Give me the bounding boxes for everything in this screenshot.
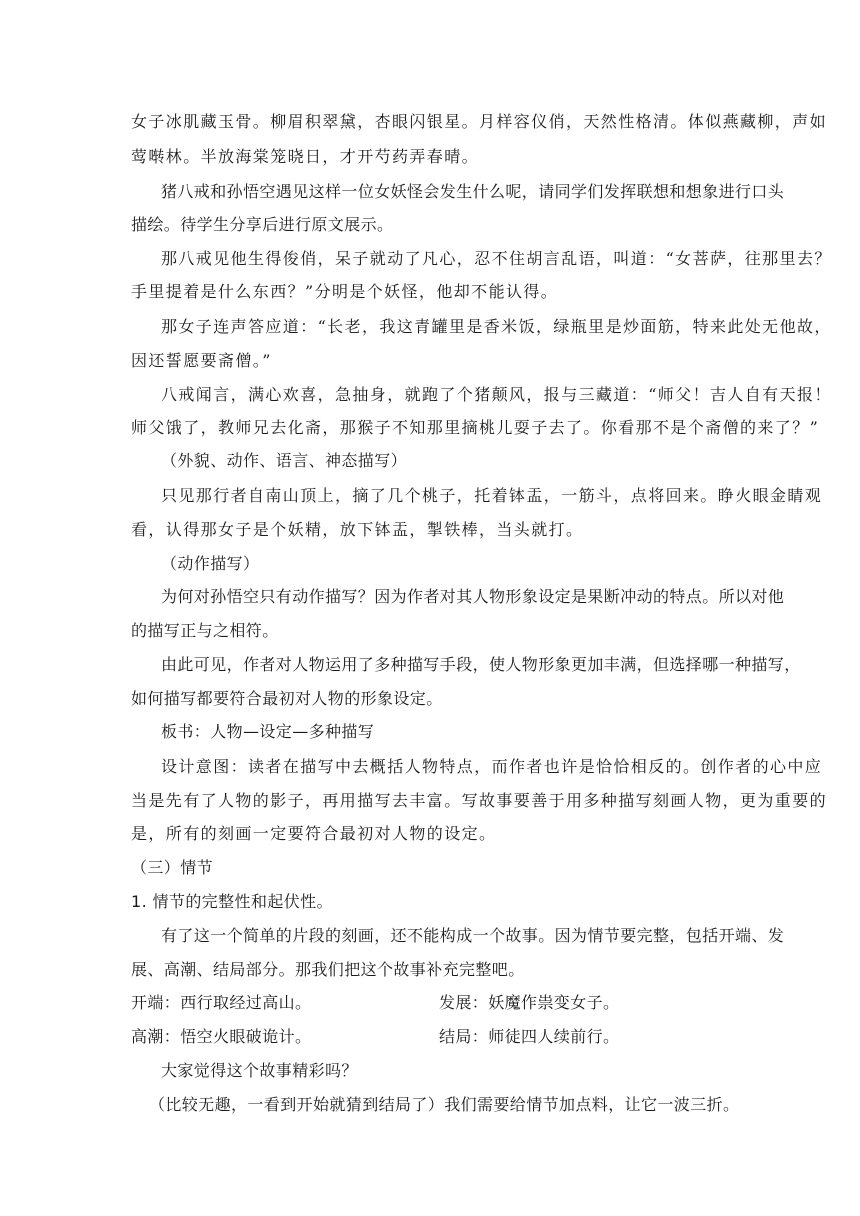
paragraph-text: 有了这一个简单的片段的刻画，还不能构成一个故事。因为情节要完整，包括开端、发 [161,926,785,945]
quote-text: 八戒闻言，满心欢喜，急抽身，就跑了个猪颠风，报与三藏道：“师父！吉人自有天报！ [161,385,832,404]
quote-text: 那女子连声答应道：“长老，我这青罐里是香米饭，绿瓶里是炒面筋，特来此处无他故， [161,317,832,336]
design-intent-text: 当是先有了人物的影子，再用描写去丰富。写故事要善于用多种描写刻画人物，更为重要的 [131,791,828,810]
paragraph-text: 为何对孙悟空只有动作描写？因为作者对其人物形象设定是果断冲动的特点。所以对他 [161,587,785,606]
paragraph-text: 描绘。待学生分享后进行原文展示。 [131,215,394,234]
quote-text: 师父饿了，教师兄去化斋，那猴子不知那里摘桃儿耍子去了。你看那不是个斋僧的来了？” [131,418,820,437]
outline-development: 发展：妖魔作祟变女子。 [439,993,620,1012]
quote-text: 只见那行者自南山顶上，摘了几个桃子，托着钵盂，一筋斗，点将回来。睁火眼金睛观 [161,486,823,505]
story-outline-row [131,1026,620,1048]
quote-text: 那八戒见他生得俊俏，呆子就动了凡心，忍不住胡言乱语，叫道：“女菩萨，往那里去？ [161,249,832,268]
paragraph-text: 由此可见，作者对人物运用了多种描写手段，使人物形象更加丰满，但选择哪一种描写， [161,655,801,674]
paragraph-text: 的描写正与之相符。 [131,621,279,640]
paragraph-text: 如何描写都要符合最初对人物的形象设定。 [131,689,443,708]
paragraph-text: （比较无趣，一看到开始就猜到结局了）我们需要给情节加点料，让它一波三折。 [149,1095,740,1114]
poem-line-1: 女子冰肌藏玉骨。柳眉积翠黛，杏眼闪银星。月样容仪俏，天然性格清。体似燕藏柳，声如 [131,112,828,131]
outline-beginning: 开端：西行取经过高山。 [131,993,312,1012]
design-intent-text: 是，所有的刻画一定要符合最初对人物的设定。 [131,824,497,843]
outline-ending: 结局：师徒四人续前行。 [439,1027,620,1046]
paragraph-text: 展、高潮、结局部分。那我们把这个故事补充完整吧。 [131,960,525,979]
quote-text: 手里提着是什么东西？”分明是个妖怪，他却不能认得。 [131,282,559,301]
blackboard-note: 板书：人物—设定—多种描写 [161,722,375,741]
story-outline-row [131,992,620,1014]
paragraph-text: 猪八戒和孙悟空遇见这样一位女妖怪会发生什么呢，请同学们发挥联想和想象进行口头 [161,182,785,201]
outline-climax: 高潮：悟空火眼破诡计。 [131,1027,312,1046]
paragraph-text: 大家觉得这个故事精彩吗？ [161,1061,358,1080]
quote-text: 看，认得那女子是个妖精，放下钵盂，掣铁棒，当头就打。 [131,520,584,539]
annotation-text: （动作描写） [161,554,260,573]
quote-text: 因还誓愿要斋僧。” [131,351,272,370]
poem-line-2: 莺啭林。半放海棠笼晓日，才开芍药弄春晴。 [131,147,480,166]
section-heading: （三）情节 [131,858,214,877]
subsection-heading: 1. 情节的完整性和起伏性。 [131,892,333,911]
design-intent-text: 设计意图：读者在描写中去概括人物特点，而作者也许是恰恰相反的。创作者的心中应 [161,757,823,776]
annotation-text: （外貌、动作、语言、神态描写） [161,451,408,470]
